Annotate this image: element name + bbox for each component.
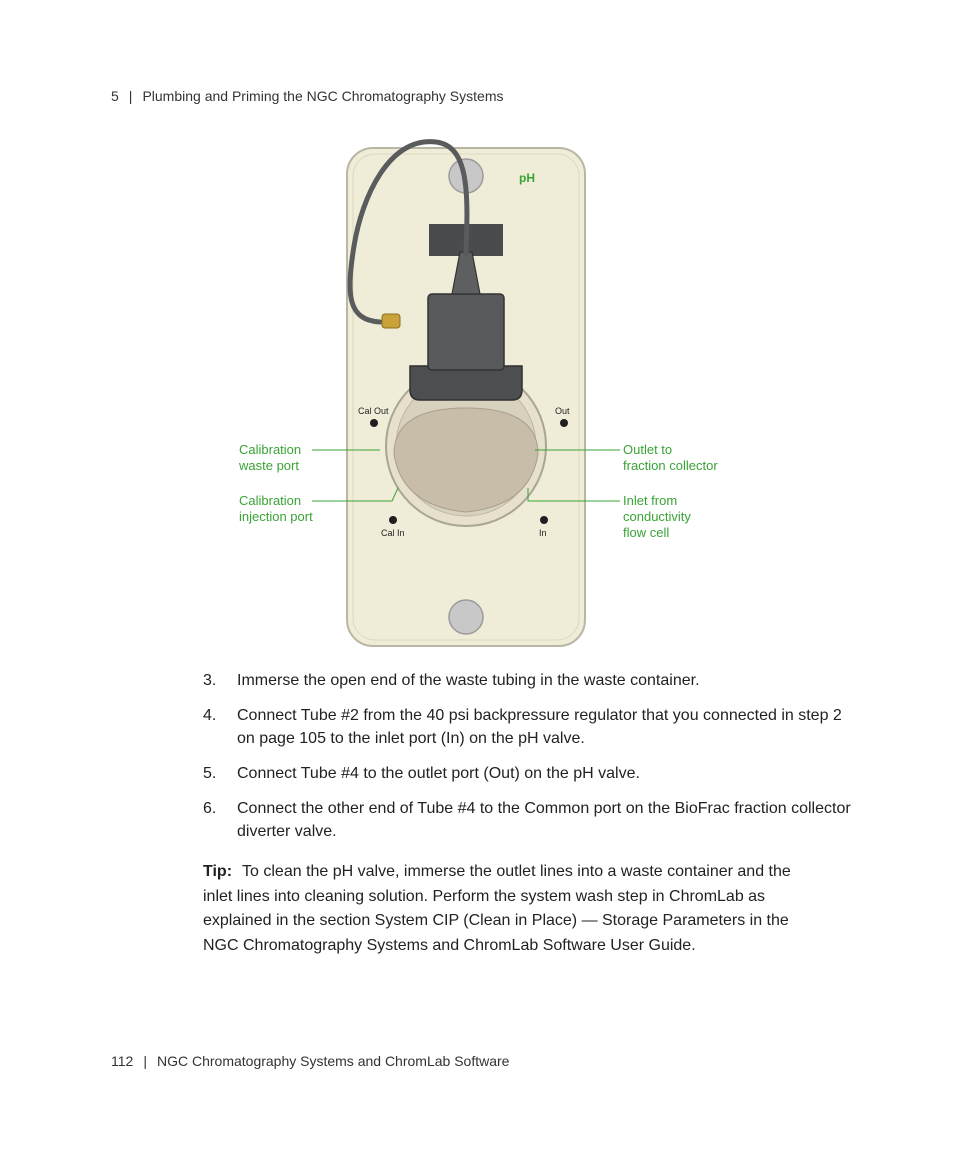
chapter-number: 5 xyxy=(111,88,119,104)
module-label: pH xyxy=(519,171,535,185)
step-number: 5. xyxy=(203,765,217,782)
step-number: 6. xyxy=(203,800,217,817)
brass-fitting xyxy=(382,314,400,328)
footer-separator: | xyxy=(143,1053,147,1069)
label-out: Out xyxy=(555,406,570,416)
running-header xyxy=(111,88,503,104)
callout-cal-waste-line2: waste port xyxy=(239,458,299,473)
step-text: Connect Tube #2 from the 40 psi backpressure regulator that you connected in step 2 on page 105 to the inlet port (In) on the pH valve. xyxy=(237,707,842,747)
label-cal-out: Cal Out xyxy=(358,406,389,416)
callout-inlet-line1: Inlet from xyxy=(623,493,678,508)
step-number: 3. xyxy=(203,672,217,689)
book-title: NGC Chromatography Systems and ChromLab Software xyxy=(156,1053,510,1069)
chapter-title: Plumbing and Priming the NGC Chromatography Systems xyxy=(142,88,504,104)
ph-valve-figure xyxy=(230,136,740,652)
step-text: Connect the other end of Tube #4 to the Common port on the BioFrac fraction collector diverter valve. xyxy=(237,800,851,840)
list-item xyxy=(203,762,853,785)
step-text: Immerse the open end of the waste tubing in the waste container. xyxy=(237,672,700,689)
port-in xyxy=(540,516,548,524)
callout-cal-inject-line1: Calibration xyxy=(239,493,302,508)
header-separator: | xyxy=(128,88,133,104)
port-out xyxy=(560,419,568,427)
label-cal-in: Cal In xyxy=(381,528,405,538)
tip-paragraph xyxy=(203,860,813,958)
instruction-steps xyxy=(203,669,853,855)
port-cal-in xyxy=(389,516,397,524)
step-number: 4. xyxy=(203,707,217,724)
step-text: Connect Tube #4 to the outlet port (Out) on the pH valve. xyxy=(237,765,640,782)
callout-inlet-line3: flow cell xyxy=(623,525,670,540)
list-item xyxy=(203,669,853,692)
callout-inlet-line2: conductivity xyxy=(623,509,691,524)
running-footer xyxy=(111,1053,509,1069)
tip-text: To clean the pH valve, immerse the outlet lines into a waste container and the inlet lines into cleaning solution. Perform the system wash step in ChromLab as explained in the section System CIP (Clean in Place) — Storage Parameters in the NGC Chromatography Systems and ChromLab Software User Guide. xyxy=(203,863,791,954)
list-item xyxy=(203,797,853,843)
callout-outlet-line1: Outlet to xyxy=(623,442,673,457)
list-item xyxy=(203,704,853,750)
callout-outlet-line2: fraction collector xyxy=(623,458,718,473)
electrode-cap xyxy=(410,366,522,400)
callout-cal-waste-line1: Calibration xyxy=(239,442,302,457)
port-cal-out xyxy=(370,419,378,427)
mounting-hole-bottom xyxy=(449,600,483,634)
callout-cal-inject-line2: injection port xyxy=(239,509,313,524)
tip-label: Tip: xyxy=(203,863,233,880)
page-number: 112 xyxy=(111,1053,134,1069)
label-in: In xyxy=(539,528,547,538)
